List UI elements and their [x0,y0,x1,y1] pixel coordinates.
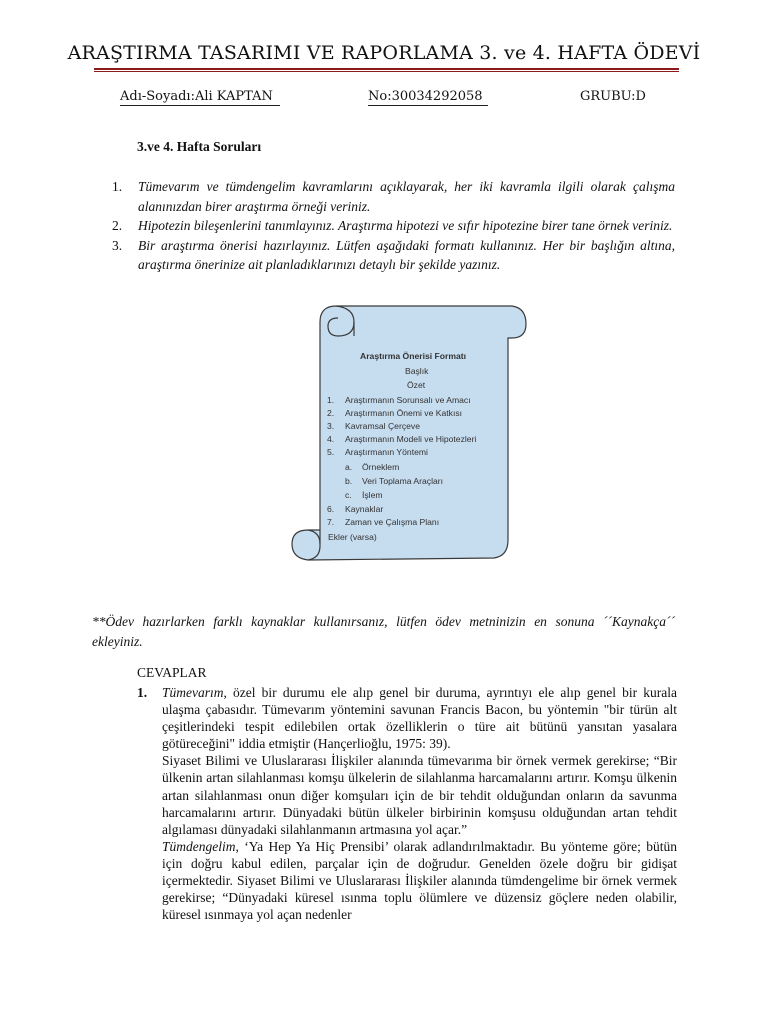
scroll-item: Araştırmanın Önemi ve Katkısı [345,408,463,418]
scroll-subitem-letter: a. [345,462,353,472]
scroll-title: Araştırma Önerisi Formatı [360,351,467,361]
question-item [110,216,675,236]
scroll-item-number: 2. [327,408,335,418]
question-list [110,177,675,275]
question-number: 1. [112,179,123,194]
number-underline [368,105,488,106]
answers-heading: CEVAPLAR [137,665,207,680]
scroll-item: Zaman ve Çalışma Planı [345,517,440,527]
scroll-item-number: 3. [327,421,335,431]
title-rule [94,68,679,70]
term-deduction: Tümdengelim [162,838,236,854]
question-number: 2. [112,218,123,233]
question-text: Tümevarım ve tümdengelim kavramlarını açıklayarak, her iki kavramla ilgili olarak çalışma alanınızdan birer araştırma örneği veriniz. [138,179,675,214]
scroll-subitem: Veri Toplama Araçları [362,476,444,486]
scroll-ekler: Ekler (varsa) [328,532,377,542]
scroll-item: Araştırmanın Modeli ve Hipotezleri [345,434,477,444]
scroll-subitem-letter: b. [345,476,353,486]
answer-paragraph-deduction [162,838,677,923]
name-underline [120,105,280,106]
answer-item [137,684,677,923]
title-rule-thin [94,71,679,72]
scroll-subitem: Örneklem [362,462,400,472]
scroll-item-number: 4. [327,434,335,444]
scroll-item-number: 7. [327,517,335,527]
student-number: No:30034292058 [368,89,483,104]
question-number: 3. [112,237,123,253]
scroll-item: Araştırmanın Yöntemi [345,447,428,457]
document-title: ARAŞTIRMA TASARIMI VE RAPORLAMA 3. ve 4. HAFTA ÖDEVİ [67,42,701,64]
sources-note: **Ödev hazırlarken farklı kaynaklar kullanırsanız, lütfen ödev metninizin en sonuna ´´Kaynakça´´ ekleyiniz. [92,614,675,649]
scroll-item-number: 1. [327,395,335,405]
scroll-item: Kaynaklar [345,504,384,514]
question-item [110,177,675,216]
answer-paragraph-induction-example: Siyaset Bilimi ve Uluslararası İlişkiler alanında tümevarıma bir örnek vermek gerekirse; “Bir ülkenin artan silahlanması komşu ülkelerin de silahlanma harcamalarını artırır. Komşu ülkenin artan silahlanması onun diğer komşuları için de bir tehdit olduğundan onların da savunma harcamalarını artırır. Dünyadaki bütün ülkeler birbirinin komşusu olduğundan artan tehdit algılaması dünyadaki silahlanmanın artmasına yol açar.” [162,753,677,837]
induction-text: , özel bir durumu ele alıp genel bir duruma, ayrıntıyı ele alıp genel bir kurala ulaşma çabasıdır. Tümevarım yöntemini savunan Francis Bacon, bu yöntemin "bir türün alt çeşitlerindeki tespit edilebilen ortak özelliklerin o türe ait bütünü yansıtan yasalara götüreceğini" iddia etmiştir (Hançerlioğlu, 1975: 39). [162,685,677,752]
student-name: Adı-Soyadı:Ali KAPTAN [120,89,273,104]
answer-paragraph-induction [162,684,677,752]
scroll-item-number: 5. [327,447,335,457]
question-text: Bir araştırma önerisi hazırlayınız. Lütfen aşağıdaki formatı kullanınız. Her bir başlığın altına, araştırma önerinize ait planladıklarınızı detaylı bir şekilde yazınız. [138,237,675,272]
answer-number: 1. [137,685,148,700]
question-item [110,236,675,275]
question-text: Hipotezin bileşenlerini tanımlayınız. Araştırma hipotezi ve sıfır hipotezine birer tane örnek veriniz. [138,218,673,233]
term-induction: Tümevarım [162,685,224,700]
scroll-ozet: Özet [407,380,426,390]
format-scroll-figure [290,300,530,566]
scroll-baslik: Başlık [405,366,429,376]
scroll-item: Kavramsal Çerçeve [345,421,420,431]
scroll-subitem: İşlem [362,490,383,500]
questions-heading: 3.ve 4. Hafta Soruları [137,139,262,154]
student-group: GRUBU:D [580,89,646,104]
scroll-item: Araştırmanın Sorunsalı ve Amacı [345,395,471,405]
deduction-text: , ‘Ya Hep Ya Hiç Prensibi’ olarak adlandırılmaktadır. Bu yönteme göre; bütün için doğru kabul edilen, parçalar için de doğrudur. Genelden özele doğru bir gidişat içermektedir. Siyaset Bilimi ve Uluslararası İlişkiler alanında tümdengelime bir örnek vermek gerekirse; “Dünyadaki küresel ısınma toplu ölümlere ve düzensiz göçlere neden olabilir, küresel ısınmaya yol açan nedenler [162,838,677,923]
scroll-subitem-letter: c. [345,490,352,500]
scroll-item-number: 6. [327,504,335,514]
